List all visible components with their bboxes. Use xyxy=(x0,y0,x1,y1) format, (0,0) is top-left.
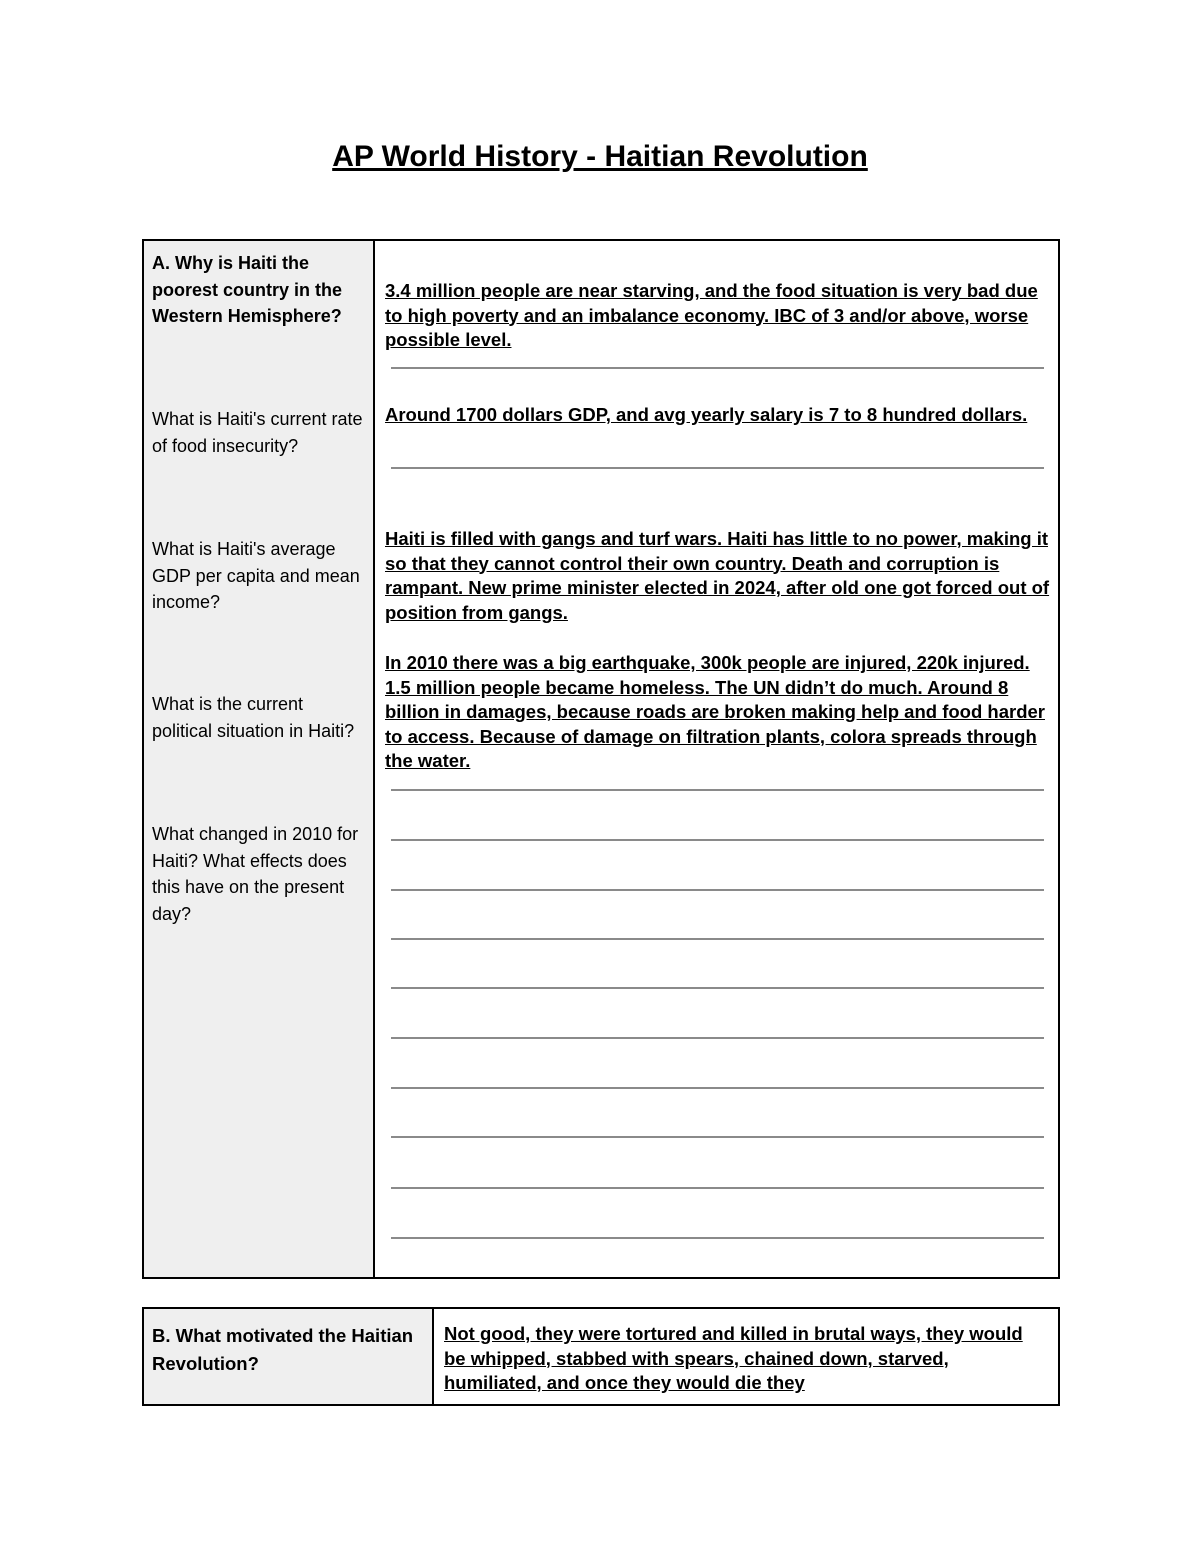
question-gdp-income: What is Haiti's average GDP per capita and mean income? xyxy=(152,539,360,612)
answer-line xyxy=(391,1136,1044,1138)
section-a-table xyxy=(142,239,1060,1279)
page-title: AP World History - Haitian Revolution xyxy=(332,140,868,173)
answer-3[interactable]: Haiti is filled with gangs and turf wars. Haiti has little to no power, making it so that they cannot control their own country. Death and corruption is rampant. New prime minister elected in 2024, after old one got forced out of position from gangs. xyxy=(385,528,1050,623)
section-b-table xyxy=(142,1307,1060,1406)
answer-b[interactable]: Not good, they were tortured and killed in brutal ways, they would be whipped, stabbed with spears, chained down, starved, humiliated, and once they would die they xyxy=(444,1323,1023,1393)
section-b-question-column xyxy=(144,1309,434,1404)
answer-line xyxy=(391,1187,1044,1189)
answer-line xyxy=(391,789,1044,791)
answer-4[interactable]: In 2010 there was a big earthquake, 300k people are injured, 220k injured. 1.5 million people became homeless. The UN didn’t do much. Around 8 billion in damages, because roads are broken making help and food harder to access. Because of damage on filtration plants, colora spreads through the water. xyxy=(385,652,1045,771)
answer-line xyxy=(391,839,1044,841)
question-a-main: A. Why is Haiti the poorest country in the Western Hemisphere? xyxy=(152,253,343,326)
answer-2[interactable]: Around 1700 dollars GDP, and avg yearly salary is 7 to 8 hundred dollars. xyxy=(385,404,1028,425)
answer-line xyxy=(391,1237,1044,1239)
question-political-situation: What is the current political situation in Haiti? xyxy=(152,694,355,741)
question-2010-changes: What changed in 2010 for Haiti? What effects does this have on the present day? xyxy=(152,824,359,924)
answer-line xyxy=(391,938,1044,940)
answer-line xyxy=(391,467,1044,469)
question-b-main: B. What motivated the Haitian Revolution? xyxy=(152,1325,414,1374)
answer-line xyxy=(391,367,1044,369)
answer-1[interactable]: 3.4 million people are near starving, and the food situation is very bad due to high poverty and an imbalance economy. IBC of 3 and/or above, worse possible level. xyxy=(385,280,1038,350)
answer-line xyxy=(391,987,1044,989)
section-a-question-column xyxy=(144,241,375,1277)
question-food-insecurity: What is Haiti's current rate of food insecurity? xyxy=(152,409,363,456)
answer-line xyxy=(391,1087,1044,1089)
answer-line xyxy=(391,1037,1044,1039)
answer-line xyxy=(391,889,1044,891)
